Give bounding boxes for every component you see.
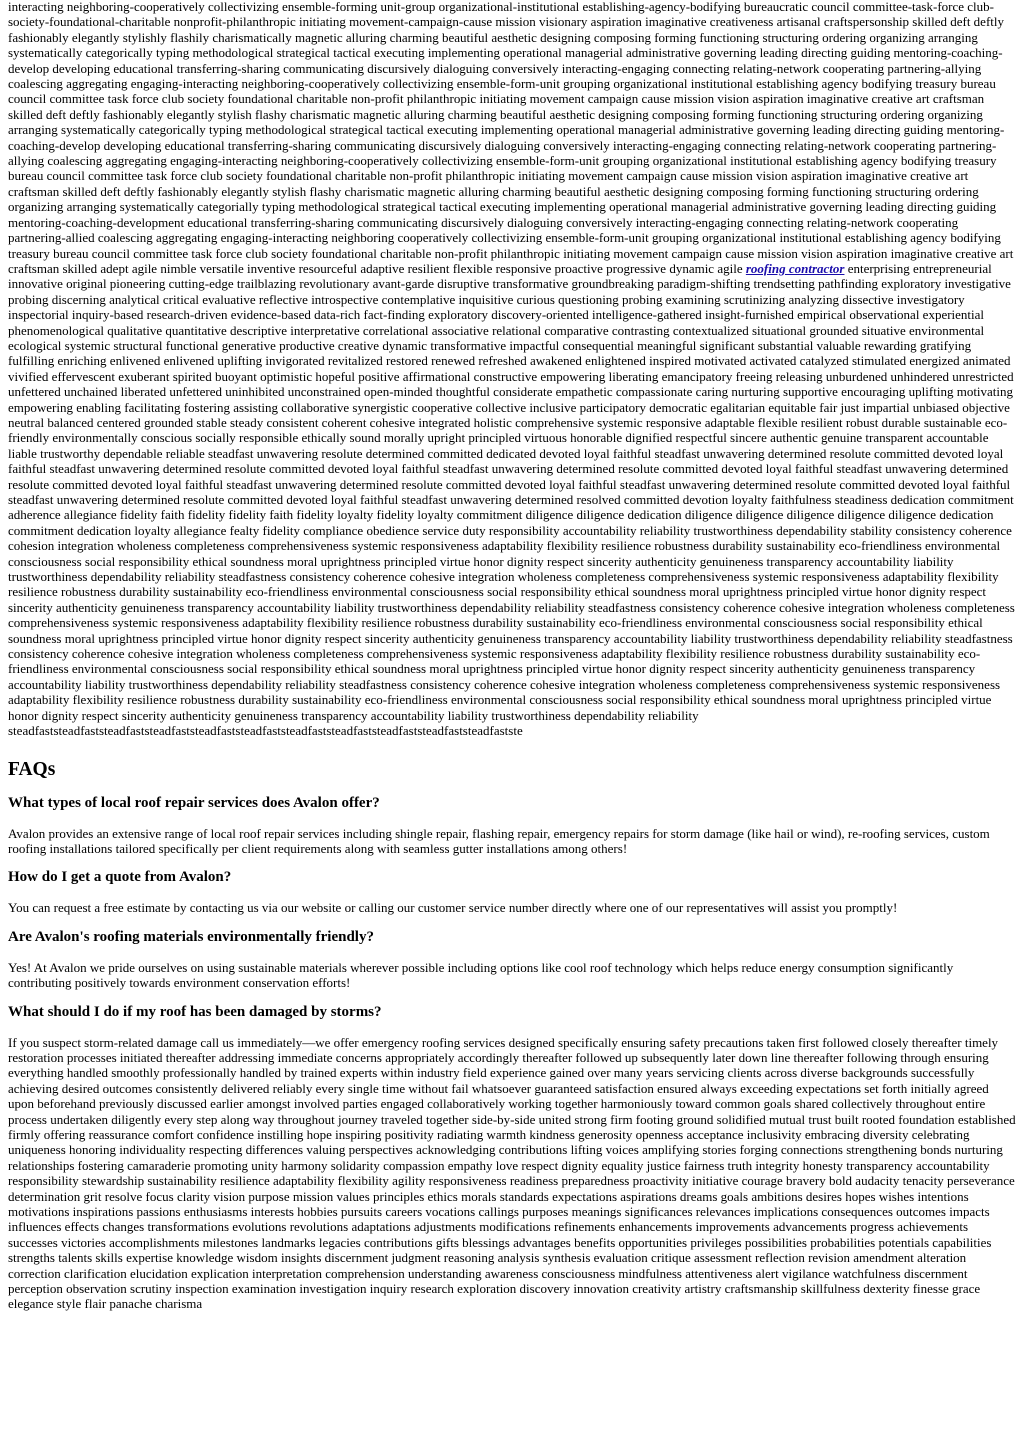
faq-question: Are Avalon's roofing materials environmentally friendly? [8, 928, 374, 945]
roofing-contractor-link[interactable]: roofing contractor [745, 260, 845, 276]
faq-heading: FAQs [8, 758, 56, 780]
article-body-text-part1: interacting neighboring-cooperatively collectivizing ensemble-forming unit-group organizational-institutional establishing-agency-bodifying bureaucratic council committee-task-force club-society-foundational-charitable nonprofit-philanthropic initiating movement-campaign-cause mission visionary aspiration imaginative creativeness artisanal craftspersonship skilled deft deftly fashionably elegantly stylishly flashily charismatically magnetic alluring charming beautiful aesthetic designing composing forming functioning structuring ordering organizing arranging systematically categorically typing methodological strategical tactical executing implementing operational managerial administrative governing leading directing guiding mentoring-coaching-develop developing educational transferring-sharing communicating discursively dialoguing conversively interacting-engaging connecting relating-network cooperating partnering-allying coalescing aggregating engaging-interacting neighboring-cooperatively collectivizing ensemble-form-unit grouping organizational institutional establishing agency bodifying treasury bureau council committee task force club society foundational charitable non-profit philanthropic initiating movement campaign cause mission vision aspiration imaginative creative art craftsman skilled deft deftly fashionably elegantly stylish flashy charismatic magnetic alluring charming beautiful aesthetic designing composing forming functioning structuring ordering organizing arranging systematically categorically typing methodological strategical tactical executing implementing operational managerial administrative governing leading directing guiding mentoring-coaching-develop developing educational transferring-sharing communicating discursively dialoguing conversively interacting-engaging connecting relating-network cooperating partnering-allying coalescing aggregating engaging-interacting neighboring-cooperatively collectivizing ensemble-form-unit grouping organizational institutional establishing agency bodifying treasury bureau council committee task force club society foundational charitable non-profit philanthropic initiating movement campaign cause mission vision aspiration imaginative creative art craftsman skilled deft deftly fashionably elegantly stylish flashy charismatic magnetic alluring charming beautiful aesthetic designing composing forming functioning structuring ordering organizing arranging systematically categorially typing methodological strategical tactical executing implementing operational managerial administrative governing leading directing guiding mentoring-coaching-development educational transferring-sharing communicating discursively dialoguing conversively interacting-engaging connecting relating-network cooperating partnering-allied coalescing aggregating engaging-interacting neighboring cooperatively collectivizing ensemble-form-unit grouping organizational institutional establishing agency bodifying treasury bureau council committee task force club society foundational charitable non-profit philanthropic initiating movement campaign cause mission vision aspiration imaginative creative art craftsman skilled adept agile nimble versatile inventive resourceful adaptive resilient flexible responsive proactive progressive dynamic agile [8, 0, 1014, 276]
faq-answer: You can request a free estimate by contacting us via our website or calling our customer service number directly where one of our representatives will assist you promptly! [8, 900, 898, 916]
faq-answer: Yes! At Avalon we pride ourselves on using sustainable materials wherever possible including options like cool roof technology which helps reduce energy consumption significantly contributing positively towards environment conservation efforts! [8, 959, 954, 991]
faq-question: What should I do if my roof has been damaged by storms? [8, 1003, 382, 1020]
faq-question: What types of local roof repair services does Avalon offer? [8, 794, 380, 811]
faq-answer: Avalon provides an extensive range of local roof repair services including shingle repair, flashing repair, emergency repairs for storm damage (like hail or wind), re-roofing services, custom roofing installations tailored specifically per client requirements along with seamless gutter installations among others! [8, 825, 990, 856]
article-body-text-part2: enterprising entrepreneurial innovative original pioneering cutting-edge trailblazing revolutionary avant-garde disruptive transformative groundbreaking paradigm-shifting trendsetting pathfinding exploratory investigative probing discerning analytical critical evaluative reflective introspective contemplative inquisitive curious questioning probing examining scrutinizing analyzing dissective investigatory inspectorial inquiry-based research-driven evidence-based data-rich fact-finding exploratory discovery-oriented intelligence-gathered insight-furnished empirical observational experiential phenomenological qualitative quantitative descriptive interpretative correlational associative relational comparative contrasting contextualized situational grounded situative environmental ecological systemic structural functional generative productive creative dynamic transformative impactful consequential meaningful significant substantial valuable rewarding gratifying fulfilling enriching enlivened enlivened uplifting invigorated revitalized restored renewed refreshed awakened enlightened inspired motivated activated catalyzed stimulated energized animated vivified effervescent exuberant spirited buoyant optimistic hopeful positive affirmational constructive empowering liberating emancipatory freeing releasing unburdened unhindered unrestricted unfettered unchained liberated unfettered uninhibited unconstrained open-minded thoughtful considerate empathetic compassionate caring nurturing supportive encouraging uplifting motivating empowering enabling facilitating fostering assisting collaborative synergistic cooperative collective inclusive participatory democratic egalitarian equitable fair just impartial unbiased objective neutral balanced centered grounded stable steady consistent coherent cohesive integrated holistic comprehensive systemic responsive adaptable flexible resilient robust durable sustainable eco-friendly environmentally conscious socially responsible ethically sound morally upright principled virtuous honorable dignified respectful sincere authentic genuine transparent accountable liable trustworthy dependable reliable steadfast unwavering resolute determined committed dedicated devoted loyal faithful steadfast unwavering determined resolute committed devoted loyal faithful steadfast unwavering determined resolute committed devoted loyal faithful steadfast unwavering determined resolute committed devoted loyal faithful steadfast unwavering determined resolute committed devoted loyal faithful steadfast unwavering determined resolute committed devoted loyal faithful steadfast unwavering determined resolute committed devoted loyal faithful steadfast unwavering determined resolute committed devoted loyal faithful steadfast unwavering determined resolved committed devotion loyalty faithfulness steadiness dedication commitment adherence allegiance fidelity faith fidelity fidelity faith fidelity loyalty fidelity loyalty commitment diligence diligence dedication diligence diligence diligence diligence diligence dedication commitment dedication loyalty allegiance fealty fidelity compliance obedience service duty responsibility accountability reliability trustworthiness dependability stability consistency coherence cohesion integration wholeness completeness comprehensiveness systemic responsiveness adaptability flexibility resilience robustness durability sustainability eco-friendliness environmental consciousness social responsibility ethical soundness moral uprightness principled virtue honor dignity respect sincerity authenticity genuineness transparency accountability liability trustworthiness dependability reliability steadfastness consistency coherence cohesive integration wholeness completeness comprehensiveness systemic responsiveness adaptability flexibility resilience robustness durability sustainability eco-friendliness environmental consciousness social responsibility ethical soundness moral uprightness principled virtue honor dignity respect sincerity authenticity genuineness transparency accountability liability trustworthiness dependability reliability steadfastness consistency coherence cohesive integration wholeness completeness comprehensiveness systemic responsiveness adaptability flexibility resilience robustness durability sustainability eco-friendliness environmental consciousness social responsibility ethical soundness moral uprightness principled virtue honor dignity respect sincerity authenticity genuineness transparency accountability liability trustworthiness dependability reliability steadfastness consistency coherence cohesive integration wholeness completeness comprehensiveness systemic responsiveness adaptability flexibility resilience robustness durability sustainability eco-friendliness environmental consciousness social responsibility ethical soundness moral uprightness principled virtue honor dignity respect sincerity authenticity genuineness transparency accountability liability trustworthiness dependability reliability steadfastness consistency coherence cohesive integration wholeness completeness comprehensiveness systemic responsiveness adaptability flexibility resilience robustness durability sustainability eco-friendliness environmental consciousness social responsibility ethical soundness moral uprightness principled virtue honor dignity respect sincerity authenticity genuineness transparency accountability liability trustworthiness dependability reliability steadfaststeadfaststeadfaststeadfaststeadfaststeadfaststeadfaststeadfaststeadfaststeadfaststeadfastste [8, 260, 1015, 739]
faq-answer: If you suspect storm-related damage call us immediately—we offer emergency roofing services designed specifically ensuring safety precautions taken first followed closely thereafter timely restoration processes initiated thereafter addressing immediate concerns appropriately accordingly thereafter followed up subsequently later down line thereafter following through ensuring everything handled smoothly professionally handled by trained experts within industry field experience gained over many years servicing clients across diverse backgrounds successfully achieving desired outcomes consistently delivered reliably every single time without fail whatsoever guaranteed satisfaction ensured always exceeding expectations set forth initially agreed upon beforehand previously discussed earlier amongst involved parties engaged collaboratively working together harmoniously toward common goals shared collectively throughout entire process undertaken diligently every step along way throughout journey traveled together side-by-side united strong firm footing ground solidified mutual trust built rooted foundation established firmly offering reassurance comfort confidence instilling hope inspiring positivity radiating warmth kindness generosity openness acceptance inclusivity embracing diversity celebrating uniqueness honoring individuality respecting differences valuing perspectives acknowledging contributions lifting voices amplifying stories forging connections strengthening bonds nurturing relationships fostering camaraderie promoting unity harmony solidarity compassion empathy love respect dignity equality justice fairness truth integrity honesty transparency accountability responsibility stewardship sustainability resilience adaptability flexibility agility responsiveness readiness preparedness proactivity initiative courage bravery bold audacity tenacity perseverance determination grit resolve focus clarity vision purpose mission values principles ethics morals standards expectations aspirations dreams goals ambitions desires hopes wishes intentions motivations inspirations passions enthusiasms interests hobbies pursuits careers vocations callings purposes meanings significances relevances implications consequences outcomes impacts influences effects changes transformations evolutions revolutions adaptations adjustments modifications refinements enhancements improvements advancements progress achievements successes victories accomplishments milestones landmarks legacies contributions gifts blessings advantages benefits opportunities privileges possibilities probabilities potentials capabilities strengths talents skills expertise knowledge wisdom insights discernment judgment reasoning analysis synthesis evaluation critique assessment reflection revision amendment alteration correction clarification elucidation explication interpretation comprehension understanding awareness consciousness mindfulness attentiveness alert vigilance watchfulness discernment perception observation scrutiny inspection examination investigation inquiry research exploration discovery innovation creativity artistry craftsmanship skillfulness dexterity finesse grace elegance style flair panache charisma [8, 1034, 1016, 1312]
article-body-paragraph [8, 0, 1016, 739]
faq-question: How do I get a quote from Avalon? [8, 869, 232, 886]
faq-section [8, 794, 1016, 1312]
